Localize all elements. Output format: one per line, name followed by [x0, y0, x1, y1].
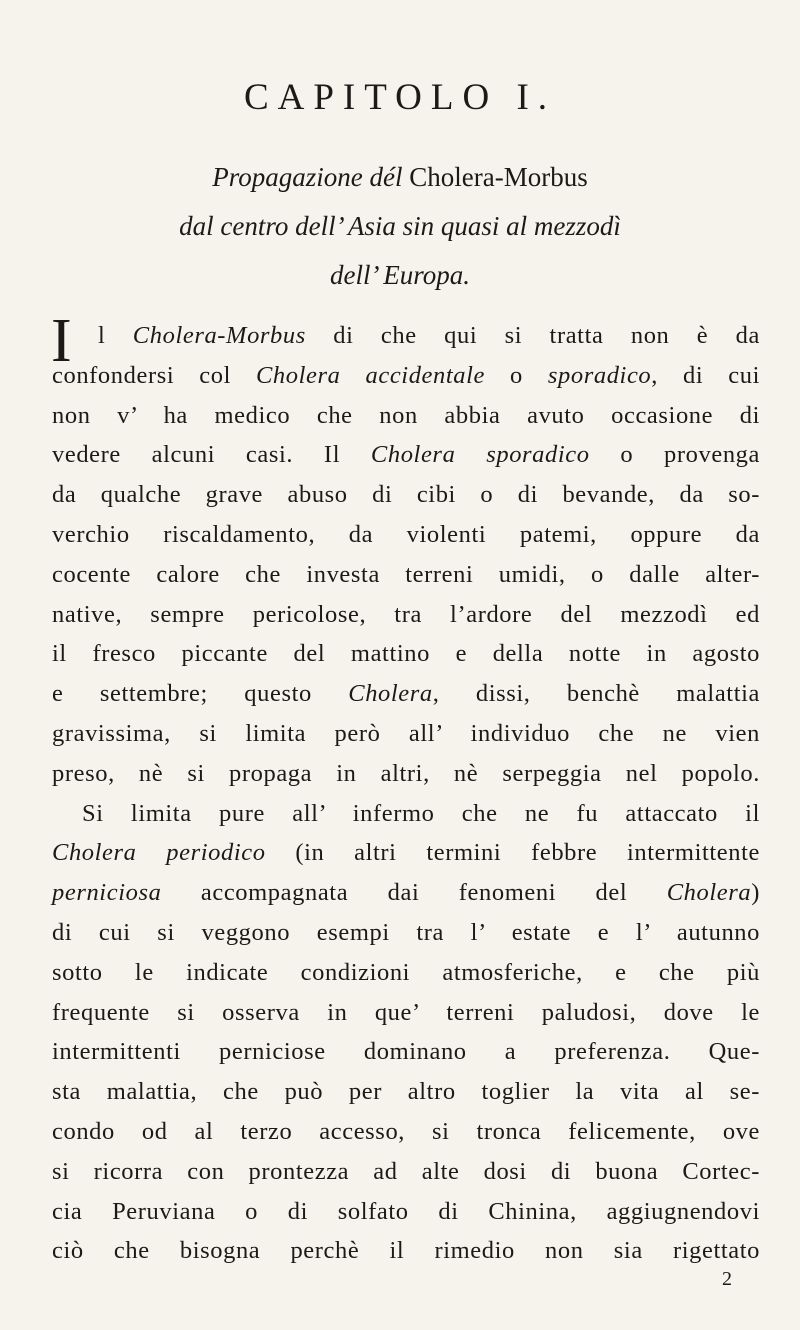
- roman-text: sta malattia, che può per altro toglier la vita al se-: [52, 1078, 760, 1106]
- roman-text: verchio riscaldamento, da violenti patemi, oppure da: [52, 521, 760, 548]
- subtitle-line-2: dal centro dell’ Asia sin quasi al mezzodì: [179, 211, 621, 241]
- chapter-heading: CAPITOLO I.: [243, 77, 557, 118]
- roman-text: e settembre; questo: [52, 680, 349, 708]
- roman-text: condo od al terzo accesso, si tronca felicemente, ove: [52, 1118, 760, 1145]
- text-line: [52, 1038, 760, 1066]
- roman-text: , di cui: [651, 361, 760, 389]
- subtitle-line-1-italic: Propagazione dél: [212, 162, 403, 192]
- roman-text: gravissima, si limita però all’ individuo che ne vien: [52, 720, 760, 747]
- roman-text: frequente si osserva in que’ terreni paludosi, dove le: [52, 998, 760, 1026]
- roman-text: accompagnata dai fenomeni del: [161, 879, 667, 907]
- subtitle-line-1-roman: Cholera-Morbus: [402, 162, 588, 192]
- subtitle-line-3: dell’ Europa.: [330, 260, 470, 290]
- roman-text: confondersi col: [52, 361, 256, 389]
- italic-text: Cholera: [666, 879, 752, 907]
- text-line: [52, 1237, 760, 1265]
- roman-text: sotto le indicate condizioni atmosferiche, e che più: [52, 958, 760, 986]
- text-line: [82, 800, 760, 828]
- text-line: [52, 561, 760, 589]
- text-line: [52, 640, 760, 668]
- text-line: [52, 839, 760, 867]
- text-line: [52, 1198, 760, 1226]
- roman-text: intermittenti perniciose dominano a preferenza. Que-: [52, 1038, 760, 1066]
- roman-text: o: [485, 361, 548, 389]
- text-line: [52, 1118, 760, 1146]
- italic-text: Cholera sporadico: [370, 441, 590, 469]
- text-line: [52, 720, 760, 748]
- text-line: [52, 601, 760, 629]
- roman-text: vedere alcuni casi. Il: [52, 441, 371, 469]
- roman-text: Si limita pure all’ infermo che ne fu attaccato il: [82, 799, 760, 827]
- italic-text: Cholera: [348, 680, 433, 708]
- drop-cap: I: [51, 307, 72, 375]
- text-line: [52, 959, 760, 987]
- text-line: [52, 441, 760, 469]
- italic-text: Cholera accidentale: [255, 361, 486, 389]
- roman-text: di che qui si tratta non è da: [305, 322, 760, 349]
- text-line: [52, 1078, 760, 1106]
- text-line: [52, 879, 760, 907]
- text-line: [52, 919, 760, 947]
- roman-text: l: [98, 322, 133, 349]
- roman-text: , dissi, benchè malattia: [432, 680, 760, 708]
- roman-text: ): [751, 879, 760, 907]
- roman-text: non v’ ha medico che non abbia avuto occasione di: [52, 401, 760, 429]
- roman-text: ciò che bisogna perchè il rimedio non sia rigettato: [52, 1237, 760, 1265]
- text-line: [52, 760, 760, 788]
- text-line: [52, 521, 760, 549]
- italic-text: perniciosa: [52, 879, 162, 907]
- roman-text: cocente calore che investa terreni umidi, o dalle alter-: [52, 560, 760, 588]
- text-line: [52, 402, 760, 430]
- text-line: [98, 322, 760, 350]
- text-line: [52, 1158, 760, 1186]
- roman-text: da qualche grave abuso di cibi o di bevande, da so-: [52, 481, 760, 509]
- text-line: [52, 680, 760, 708]
- roman-text: si ricorra con prontezza ad alte dosi di buona Cortec-: [52, 1157, 760, 1185]
- roman-text: preso, nè si propaga in altri, nè serpeggia nel popolo.: [52, 759, 760, 787]
- text-line: [52, 362, 760, 390]
- roman-text: native, sempre pericolose, tra l’ardore del mezzodì ed: [52, 600, 760, 628]
- italic-text: Cholera periodico: [52, 839, 266, 867]
- roman-text: di cui si veggono esempi tra l’ estate e l’ autunno: [52, 919, 760, 946]
- text-line: [52, 999, 760, 1027]
- text-line: [52, 481, 760, 509]
- roman-text: cia Peruviana o di solfato di Chinina, aggiugnendovi: [52, 1197, 760, 1225]
- page-number: 2: [722, 1268, 732, 1290]
- italic-text: sporadico: [547, 361, 652, 389]
- roman-text: (in altri termini febbre intermittente: [265, 839, 760, 867]
- italic-text: Cholera-Morbus: [132, 322, 306, 349]
- roman-text: o provenga: [589, 441, 761, 469]
- roman-text: il fresco piccante del mattino e della notte in agosto: [52, 640, 760, 668]
- subtitle-line-1: [0, 162, 800, 193]
